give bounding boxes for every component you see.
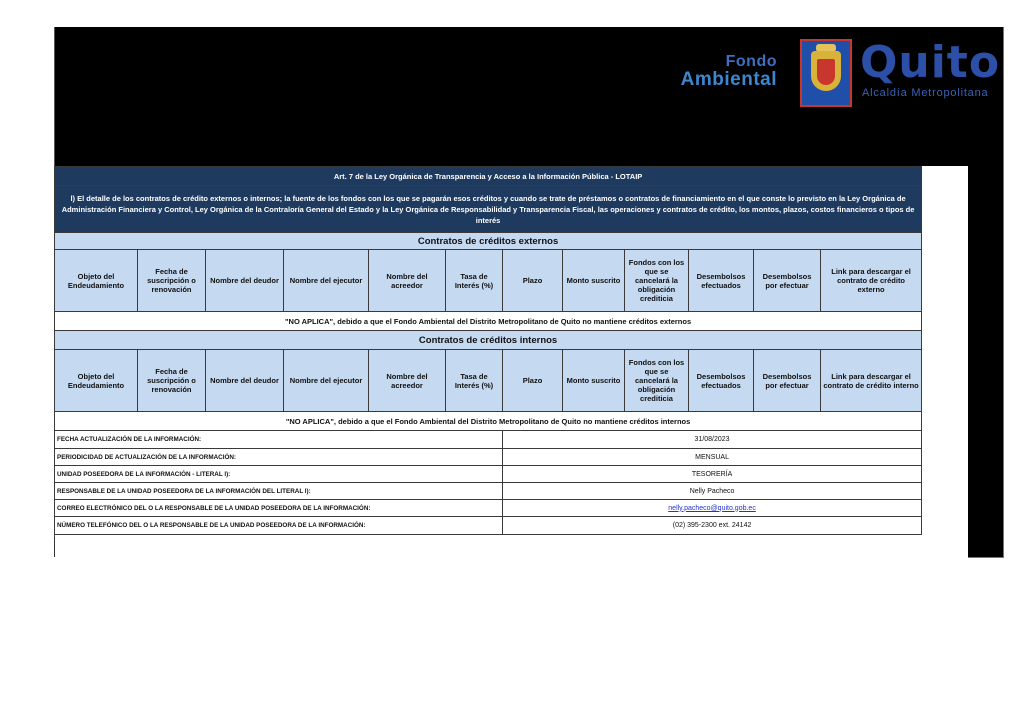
col-header: Objeto del Endeudamiento bbox=[55, 350, 138, 412]
internal-header-row bbox=[55, 350, 922, 412]
crest-inner-shield bbox=[817, 59, 835, 85]
info-value-email-cell bbox=[503, 500, 922, 517]
responsible-email-link[interactable]: nelly.pacheco@quito.gob.ec bbox=[668, 504, 756, 512]
ambiental-text: Ambiental bbox=[680, 69, 777, 90]
col-header: Fondos con los que se cancelará la obligación crediticia bbox=[625, 350, 689, 412]
info-label-periodicity: PERIODICIDAD DE ACTUALIZACIÓN DE LA INFORMACIÓN: bbox=[55, 449, 503, 466]
fondo-text: Fondo bbox=[725, 53, 777, 70]
info-row bbox=[55, 466, 922, 483]
info-label-responsible: RESPONSABLE DE LA UNIDAD POSEEDORA DE LA INFORMACIÓN DEL LITERAL l): bbox=[55, 483, 503, 500]
info-label-unit: UNIDAD POSEEDORA DE LA INFORMACIÓN - LITERAL l): bbox=[55, 466, 503, 483]
internal-section-title: Contratos de créditos internos bbox=[55, 331, 922, 350]
info-value-periodicity: MENSUAL bbox=[503, 449, 922, 466]
document-title: Art. 7 de la Ley Orgánica de Transparencia y Acceso a la Información Pública - LOTAIP bbox=[55, 167, 922, 186]
info-row bbox=[55, 517, 922, 535]
lotaip-literal-l-table bbox=[54, 166, 922, 535]
info-label-update-date: FECHA ACTUALIZACIÓN DE LA INFORMACIÓN: bbox=[55, 431, 503, 449]
info-value-responsible: Nelly Pacheco bbox=[503, 483, 922, 500]
col-header: Link para descargar el contrato de crédito externo bbox=[821, 250, 922, 312]
internal-note-row bbox=[55, 412, 922, 431]
info-label-phone: NÚMERO TELEFÓNICO DEL O LA RESPONSABLE DE LA UNIDAD POSEEDORA DE LA INFORMACIÓN: bbox=[55, 517, 503, 535]
right-blank-area bbox=[921, 166, 968, 557]
info-row bbox=[55, 483, 922, 500]
col-header: Monto suscrito bbox=[563, 350, 625, 412]
info-label-email: CORREO ELECTRÓNICO DEL O LA RESPONSABLE DE LA UNIDAD POSEEDORA DE LA INFORMACIÓN: bbox=[55, 500, 503, 517]
col-header: Nombre del acreedor bbox=[369, 250, 446, 312]
info-row bbox=[55, 449, 922, 466]
left-tail-line bbox=[54, 537, 55, 557]
info-row bbox=[55, 500, 922, 517]
col-header: Fecha de suscripción o renovación bbox=[138, 250, 206, 312]
quito-wordmark: Quito bbox=[860, 37, 1001, 88]
internal-not-applicable-note: "NO APLICA", debido a que el Fondo Ambiental del Distrito Metropolitano de Quito no mantiene créditos internos bbox=[55, 412, 922, 431]
col-header: Link para descargar el contrato de crédito interno bbox=[821, 350, 922, 412]
col-header: Fecha de suscripción o renovación bbox=[138, 350, 206, 412]
col-header: Monto suscrito bbox=[563, 250, 625, 312]
col-header: Plazo bbox=[503, 350, 563, 412]
col-header: Nombre del ejecutor bbox=[284, 350, 369, 412]
col-header: Desembolsos efectuados bbox=[689, 250, 754, 312]
col-header: Nombre del ejecutor bbox=[284, 250, 369, 312]
fondo-ambiental-wordmark bbox=[662, 53, 777, 89]
external-header-row bbox=[55, 250, 922, 312]
col-header: Desembolsos por efectuar bbox=[754, 250, 821, 312]
col-header: Tasa de Interés (%) bbox=[446, 350, 503, 412]
external-section-row bbox=[55, 233, 922, 250]
col-header: Nombre del deudor bbox=[206, 350, 284, 412]
col-header: Nombre del deudor bbox=[206, 250, 284, 312]
col-header: Nombre del acreedor bbox=[369, 350, 446, 412]
info-value-update-date: 31/08/2023 bbox=[503, 431, 922, 449]
col-header: Desembolsos por efectuar bbox=[754, 350, 821, 412]
col-header: Desembolsos efectuados bbox=[689, 350, 754, 412]
internal-section-row bbox=[55, 331, 922, 350]
external-section-title: Contratos de créditos externos bbox=[55, 233, 922, 250]
external-note-row bbox=[55, 312, 922, 331]
info-value-phone: (02) 395-2300 ext. 24142 bbox=[503, 517, 922, 535]
col-header: Fondos con los que se cancelará la obligación crediticia bbox=[625, 250, 689, 312]
alcaldia-metropolitana-text: Alcaldía Metropolitana bbox=[862, 87, 989, 99]
info-value-unit: TESORERÍA bbox=[503, 466, 922, 483]
fondo-ambiental-quito-logo bbox=[655, 37, 1000, 109]
info-row bbox=[55, 431, 922, 449]
col-header: Tasa de Interés (%) bbox=[446, 250, 503, 312]
quito-coat-of-arms-icon bbox=[800, 39, 852, 107]
description-row bbox=[55, 186, 922, 233]
col-header: Objeto del Endeudamiento bbox=[55, 250, 138, 312]
title-row bbox=[55, 167, 922, 186]
external-not-applicable-note: "NO APLICA", debido a que el Fondo Ambiental del Distrito Metropolitano de Quito no mantiene créditos externos bbox=[55, 312, 922, 331]
literal-description: l) El detalle de los contratos de crédito externos o internos; la fuente de los fondos con los que se pagarán esos créditos y cuando se trate de préstamos o contratos de financiamiento en el que conste lo previsto en la Ley Orgánica de Administración Financiera y Control, Ley Orgánica de la Contraloría General del Estado y la Ley Orgánica de Responsabilidad y Transparencia Fiscal, las operaciones y contratos de crédito, los montos, plazos, costos financieros o tipos de interés bbox=[55, 186, 922, 233]
col-header: Plazo bbox=[503, 250, 563, 312]
